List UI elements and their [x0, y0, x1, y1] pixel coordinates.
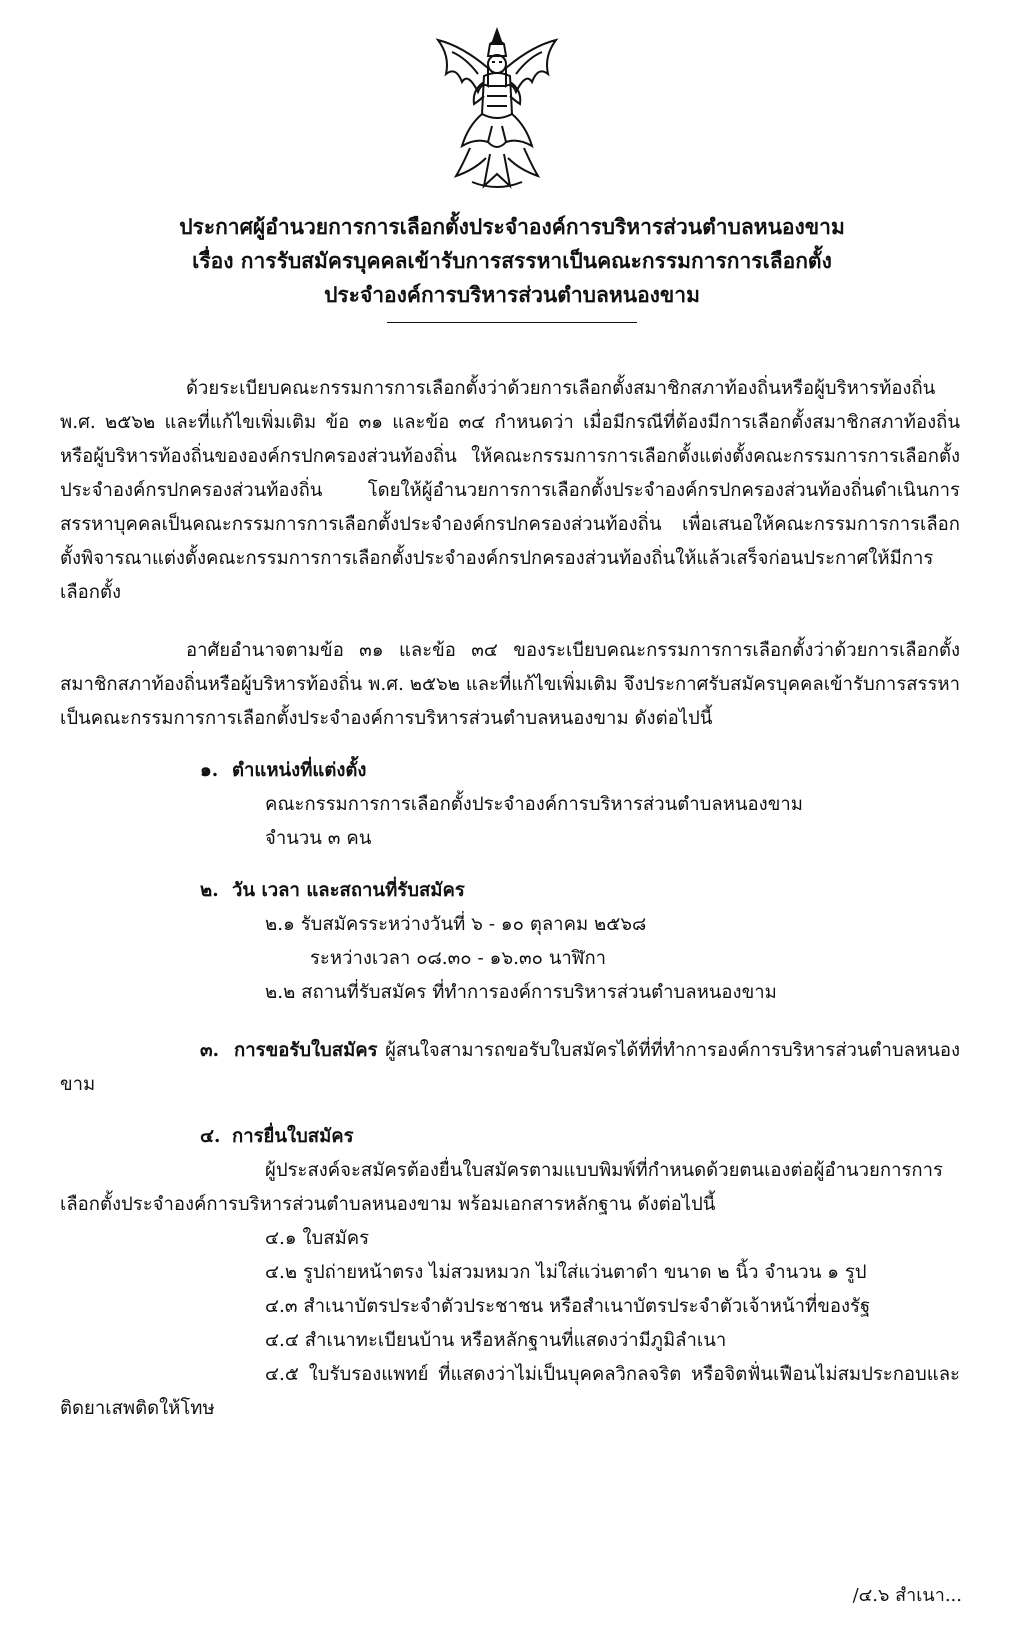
section-2-item-1-time: ระหว่างเวลา ๐๘.๓๐ - ๑๖.๓๐ นาฬิกา	[310, 948, 607, 969]
section-4	[60, 1120, 960, 1426]
section-4-item-5: ๔.๕ ใบรับรองแพทย์ ที่แสดงว่าไม่เป็นบุคคลวิกลจริต หรือจิตฟั่นเฟือนไม่สมประกอบและติดยาเสพติดให้โทษ	[60, 1364, 960, 1419]
announcement-title-block	[100, 210, 924, 323]
section-4-item-3: ๔.๓ สำเนาบัตรประจำตัวประชาชน หรือสำเนาบัตรประจำตัวเจ้าหน้าที่ของรัฐ	[265, 1296, 871, 1317]
section-1-line-1: คณะกรรมการการเลือกตั้งประจำองค์การบริหารส่วนตำบลหนองขาม	[265, 794, 803, 815]
title-line-1: ประกาศผู้อำนวยการการเลือกตั้งประจำองค์การบริหารส่วนตำบลหนองขาม	[179, 214, 845, 239]
section-4-number: ๔.	[200, 1126, 221, 1147]
section-2	[60, 874, 960, 1010]
intro-section	[60, 372, 960, 610]
section-4-heading	[60, 1120, 960, 1154]
section-1-heading	[60, 754, 960, 788]
section-4-heading-text: การยื่นใบสมัคร	[232, 1126, 354, 1147]
intro-paragraph-1: ด้วยระเบียบคณะกรรมการการเลือกตั้งว่าด้วยการเลือกตั้งสมาชิกสภาท้องถิ่นหรือผู้บริหารท้องถิ่น พ.ศ. ๒๕๖๒ และที่แก้ไขเพิ่มเติม ข้อ ๓๑ และข้อ ๓๔ กำหนดว่า เมื่อมีกรณีที่ต้องมีการเลือกตั้งสมาชิกสภาท้องถิ่นหรือผู้บริหารท้องถิ่นขององค์กรปกครองส่วนท้องถิ่น ให้คณะกรรมการการเลือกตั้งแต่งตั้งคณะกรรมการการเลือกตั้งประจำองค์กรปกครองส่วนท้องถิ่น โดยให้ผู้อำนวยการการเลือกตั้งประจำองค์กรปกครองส่วนท้องถิ่นดำเนินการสรรหาบุคคลเป็นคณะกรรมการการเลือกตั้งประจำองค์กรปกครองส่วนท้องถิ่น เพื่อเสนอให้คณะกรรมการการเลือกตั้งพิจารณาแต่งตั้งคณะกรรมการการเลือกตั้งประจำองค์กรปกครองส่วนท้องถิ่นให้แล้วเสร็จก่อนประกาศให้มีการเลือกตั้ง	[60, 378, 960, 603]
garuda-emblem-icon	[432, 26, 562, 196]
section-2-item-1: ๒.๑ รับสมัครระหว่างวันที่ ๖ - ๑๐ ตุลาคม ๒๕๖๘	[265, 914, 647, 935]
section-2-number: ๒.	[200, 880, 219, 901]
title-line-3: ประจำองค์การบริหารส่วนตำบลหนองขาม	[324, 282, 700, 307]
next-page-marker: /๔.๖ สำเนา...	[852, 1585, 962, 1606]
section-3-text: ผู้สนใจสามารถขอรับใบสมัครได้ที่ที่ทำการองค์การบริหารส่วนตำบลหนองขาม	[60, 1040, 960, 1095]
section-1-heading-text: ตำแหน่งที่แต่งตั้ง	[232, 760, 367, 781]
section-1-number: ๑.	[200, 760, 219, 781]
section-4-item-1: ๔.๑ ใบสมัคร	[265, 1228, 370, 1249]
title-divider	[387, 322, 637, 323]
section-2-item-2: ๒.๒ สถานที่รับสมัคร ที่ทำการองค์การบริหารส่วนตำบลหนองขาม	[265, 982, 777, 1003]
section-2-heading	[60, 874, 960, 908]
section-1-line-2: จำนวน ๓ คน	[265, 828, 372, 849]
title-line-2: เรื่อง การรับสมัครบุคคลเข้ารับการสรรหาเป็นคณะกรรมการการเลือกตั้ง	[192, 248, 832, 273]
section-3-paragraph	[60, 1034, 960, 1102]
section-2-heading-text: วัน เวลา และสถานที่รับสมัคร	[232, 880, 465, 901]
section-4-item-2: ๔.๒ รูปถ่ายหน้าตรง ไม่สวมหมวก ไม่ใส่แว่นตาดำ ขนาด ๒ นิ้ว จำนวน ๑ รูป	[265, 1262, 867, 1283]
section-3-number: ๓.	[200, 1040, 220, 1061]
intro-paragraph-2: อาศัยอำนาจตามข้อ ๓๑ และข้อ ๓๔ ของระเบียบคณะกรรมการการเลือกตั้งว่าด้วยการเลือกตั้งสมาชิกสภาท้องถิ่นหรือผู้บริหารท้องถิ่น พ.ศ. ๒๕๖๒ และที่แก้ไขเพิ่มเติม จึงประกาศรับสมัครบุคคลเข้ารับการสรรหาเป็นคณะกรรมการการเลือกตั้งประจำองค์การบริหารส่วนตำบลหนองขาม ดังต่อไปนี้	[60, 640, 960, 729]
section-4-item-4: ๔.๔ สำเนาทะเบียนบ้าน หรือหลักฐานที่แสดงว่ามีภูมิลำเนา	[265, 1330, 727, 1351]
section-3	[60, 1034, 960, 1102]
section-4-intro: ผู้ประสงค์จะสมัครต้องยื่นใบสมัครตามแบบพิมพ์ที่กำหนดด้วยตนเองต่อผู้อำนวยการการเลือกตั้งประจำองค์การบริหารส่วนตำบลหนองขาม พร้อมเอกสารหลักฐาน ดังต่อไปนี้	[60, 1160, 943, 1215]
section-3-heading: การขอรับใบสมัคร	[234, 1040, 378, 1061]
section-1	[60, 754, 960, 856]
intro-section-2	[60, 634, 960, 736]
